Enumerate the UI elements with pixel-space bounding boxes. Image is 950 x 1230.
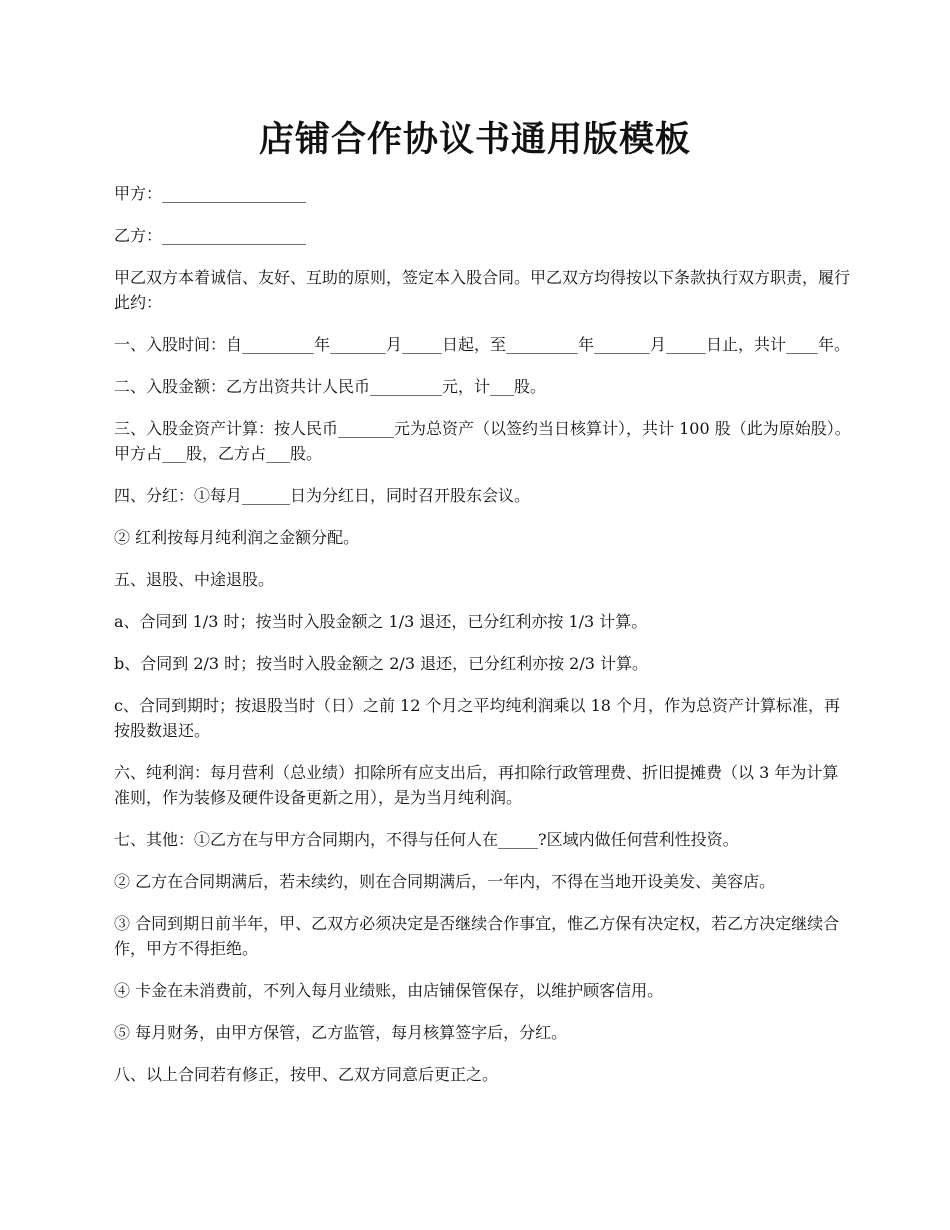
clause-7-item-2: ② 乙方在合同期满后，若未续约，则在合同期满后，一年内，不得在当地开设美发、美容店。 <box>114 872 776 891</box>
clause-7-item-5: ⑤ 每月财务，由甲方保管，乙方监管，每月核算签字后，分红。 <box>114 1023 568 1042</box>
preamble-paragraph: 甲乙双方本着诚信、友好、互助的原则，签定本入股合同。甲乙双方均得按以下条款执行双方职责，履行此约： <box>114 268 851 312</box>
party-b-line: 乙方：__________________ <box>114 226 307 245</box>
clause-8-amendment: 八、以上合同若有修正，按甲、乙双方同意后更正之。 <box>114 1065 499 1084</box>
clause-4-dividend: 四、分红：①每月______日为分红日，同时召开股东会议。 <box>114 486 531 505</box>
document-body <box>114 181 854 1104</box>
clause-7-other: 七、其他：①乙方在与甲方合同期内，不得与任何人在_____?区域内做任何营利性投资。 <box>114 830 739 849</box>
clause-5-item-b: b、合同到 2/3 时；按当时入股金额之 2/3 退还，已分红利亦按 2/3 计算。 <box>114 654 649 673</box>
clause-7-item-4: ④ 卡金在未消费前，不列入每月业绩账，由店铺保管保存，以维护顾客信用。 <box>114 981 664 1000</box>
party-a-line: 甲方：__________________ <box>114 184 307 203</box>
clause-5-withdrawal: 五、退股、中途退股。 <box>114 570 275 589</box>
clause-2-share-amount: 二、入股金额：乙方出资共计人民币_________元，计___股。 <box>114 377 547 396</box>
clause-3-asset-calculation: 三、入股金资产计算：按人民币_______元为总资产（以签约当日核算计），共计 100 股（此为原始股）。甲方占___股，乙方占___股。 <box>114 419 851 463</box>
document-title: 店铺合作协议书通用版模板 <box>258 120 691 160</box>
clause-5-item-c: c、合同到期时；按退股当时（日）之前 12 个月之平均纯利润乘以 18 个月，作为总资产计算标准，再按股数退还。 <box>114 696 841 740</box>
clause-1-share-period: 一、入股时间：自_________年_______月_____日起，至_________年_______月_____日止，共计____年。 <box>114 335 851 354</box>
clause-6-net-profit: 六、纯利润：每月营利（总业绩）扣除所有应支出后，再扣除行政管理费、折旧提摊费（以 3 年为计算准则，作为装修及硬件设备更新之用），是为当月纯利润。 <box>114 763 839 807</box>
clause-5-item-a: a、合同到 1/3 时；按当时入股金额之 1/3 退还，已分红利亦按 1/3 计算。 <box>114 612 648 631</box>
clause-4-dividend-item-2: ② 红利按每月纯利润之金额分配。 <box>114 528 360 547</box>
clause-7-item-3: ③ 合同到期日前半年，甲、乙双方必须决定是否继续合作事宜，惟乙方保有决定权，若乙方决定继续合作，甲方不得拒绝。 <box>114 914 840 958</box>
